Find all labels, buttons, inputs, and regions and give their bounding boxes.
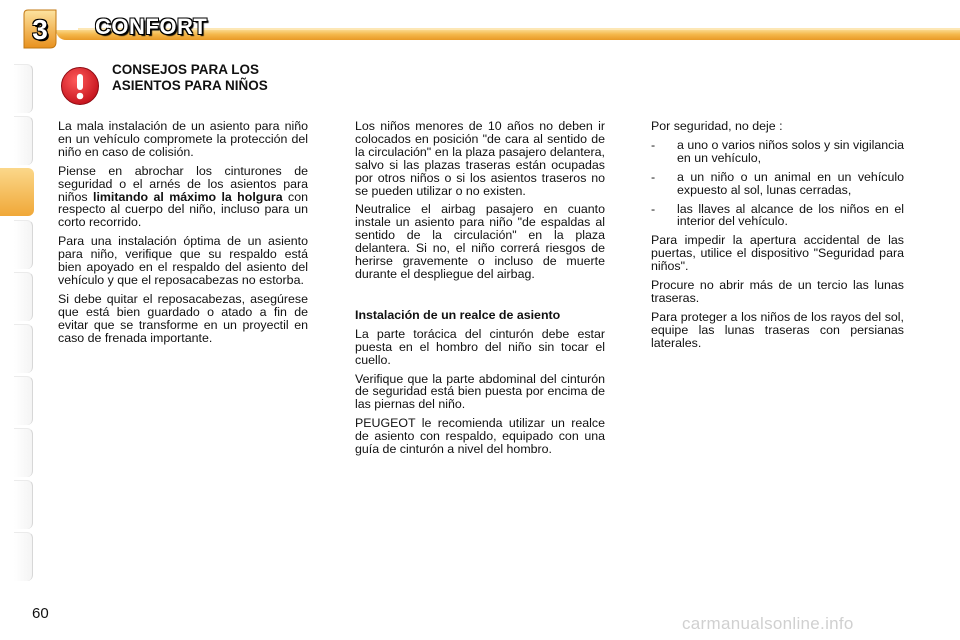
warning-title <box>112 62 342 94</box>
chapter-tab-2[interactable] <box>14 116 33 165</box>
paragraph: Neutralice el airbag pasajero en cuanto instale un asiento para niño "de espaldas al sentido de la circulación" en la plaza delantera. Si no, el niño correrá riesgos de herirse gravemente o incluso de muerte durante el despliegue del airbag. <box>355 202 605 281</box>
emphasis-text: limitando al máximo la holgura <box>93 189 283 204</box>
bullet-marker: - <box>651 169 656 184</box>
chapter-tab-6[interactable] <box>14 324 33 373</box>
bullet-marker: - <box>651 201 656 216</box>
paragraph-harness <box>58 165 308 230</box>
list-item-text: las llaves al alcance de los niños en el interior del vehículo. <box>677 201 904 229</box>
watermark: carmanualsonline.info <box>682 614 854 633</box>
paragraph-intro: Por seguridad, no deje : <box>651 119 783 133</box>
paragraph: Si debe quitar el reposacabezas, asegúrese que está bien guardado o atado a fin de evitar que se transforme en un proyectil en caso de frenada importante. <box>58 291 308 345</box>
list-item-text: a uno o varios niños solos y sin vigilancia en un vehículo, <box>677 137 904 165</box>
list-item <box>651 203 904 229</box>
warning-title-line2: ASIENTOS PARA NIÑOS <box>112 78 268 93</box>
exclamation-icon <box>60 66 100 106</box>
paragraph: La mala instalación de un asiento para niño en un vehículo compromete la protección del niño en caso de colisión. <box>58 119 308 159</box>
list-item-text: a un niño o un animal en un vehículo expuesto al sol, lunas cerradas, <box>677 169 904 197</box>
chapter-tab-4[interactable] <box>14 220 33 269</box>
paragraph: Para proteger a los niños de los rayos del sol, equipe las lunas traseras con persianas laterales. <box>651 309 904 350</box>
list-item <box>651 139 904 165</box>
chapter-tabs <box>0 64 34 574</box>
paragraph: Verifique que la parte abdominal del cinturón de seguridad está bien puesta por encima de las piernas del niño. <box>355 371 605 412</box>
page-number: 60 <box>32 605 49 622</box>
chapter-tab-10[interactable] <box>14 532 33 581</box>
paragraph: PEUGEOT le recomienda utilizar un realce de asiento con respaldo, equipado con una guía de cinturón a nivel del hombro. <box>355 416 605 457</box>
column-2 <box>355 120 605 462</box>
paragraph: Procure no abrir más de un tercio las lunas traseras. <box>651 278 904 305</box>
warning-title-line1: CONSEJOS PARA LOS <box>112 62 260 77</box>
paragraph: Para una instalación óptima de un asiento para niño, verifique que su respaldo está bien apoyado en el respaldo del asiento del vehículo y que el reposacabezas no estorba. <box>58 234 308 287</box>
chapter-tab-8[interactable] <box>14 428 33 477</box>
chapter-title: CONFORT <box>95 14 208 39</box>
column-3 <box>651 120 904 356</box>
paragraph: Para impedir la apertura accidental de las puertas, utilice el dispositivo "Seguridad para niños". <box>651 233 904 274</box>
chapter-tab-7[interactable] <box>14 376 33 425</box>
chapter-tab-1[interactable] <box>14 64 33 113</box>
chapter-tab-3-active[interactable] <box>0 168 34 216</box>
paragraph-text: Piense en abrochar los cinturones de seguridad o el arnés de los asientos para niños <box>58 163 308 204</box>
list-item <box>651 171 904 197</box>
paragraph: La parte torácica del cinturón debe estar puesta en el hombro del niño sin tocar el cuello. <box>355 326 605 367</box>
paragraph-text: con respecto al cuerpo del niño, incluso para un corto recorrido. <box>58 189 309 230</box>
chapter-tab-5[interactable] <box>14 272 33 321</box>
column-1 <box>58 120 308 351</box>
chapter-tab-9[interactable] <box>14 480 33 529</box>
chapter-number: 3 <box>32 14 48 45</box>
section-subheading: Instalación de un realce de asiento <box>355 307 561 322</box>
paragraph: Los niños menores de 10 años no deben ir colocados en posición "de cara al sentido de la circulación" en la plaza pasajero delantera, salvo si las plazas traseras están ocupadas por otros niños o si los asientos traseros no se pueden utilizar o no existen. <box>355 119 605 198</box>
bullet-marker: - <box>651 137 656 152</box>
